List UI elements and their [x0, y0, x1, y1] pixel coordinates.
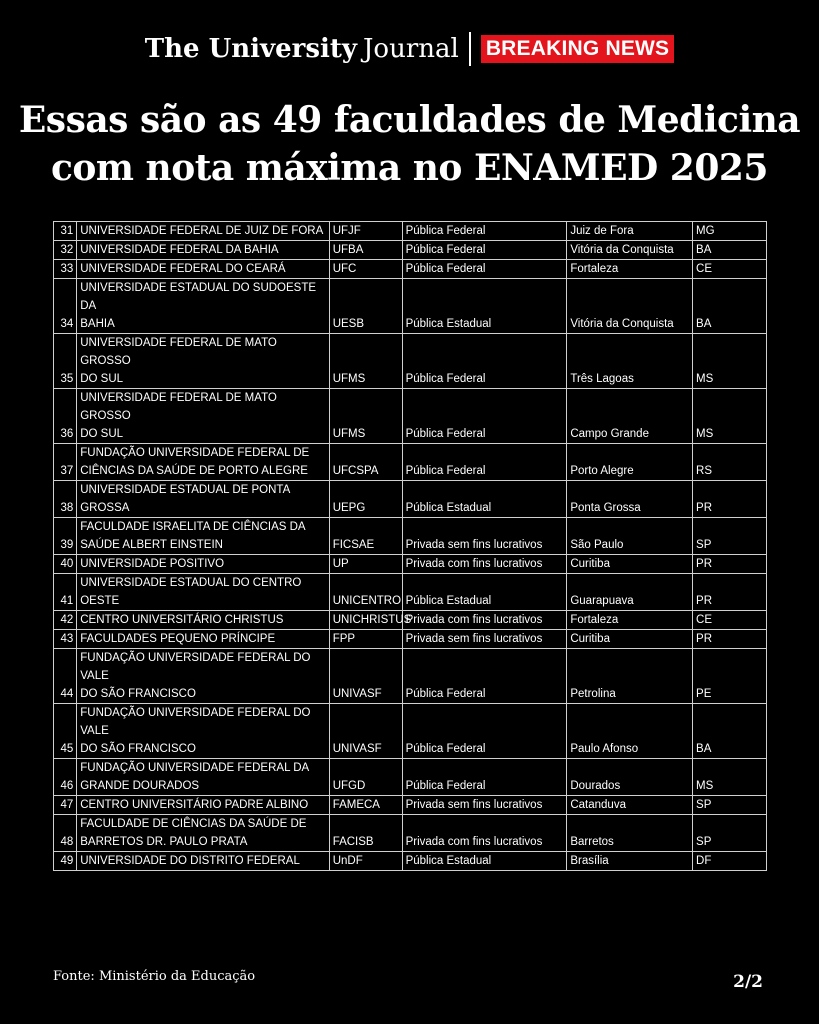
row-number: 42 — [54, 611, 77, 630]
table-row — [54, 334, 767, 389]
table-row — [54, 630, 767, 649]
source-note: Fonte: Ministério da Educação — [53, 969, 256, 984]
row-number: 32 — [54, 241, 77, 260]
institution-name: FUNDAÇÃO UNIVERSIDADE FEDERAL DO VALE DO SÃO FRANCISCO — [77, 704, 329, 759]
state: MS — [693, 334, 767, 389]
city: Petrolina — [567, 649, 693, 704]
table-row — [54, 555, 767, 574]
headline — [0, 96, 819, 192]
state: MG — [693, 222, 767, 241]
institution-category: Privada sem fins lucrativos — [402, 630, 567, 649]
institution-name: UNIVERSIDADE FEDERAL DA BAHIA — [77, 241, 329, 260]
city: Campo Grande — [567, 389, 693, 444]
institution-category: Pública Estadual — [402, 279, 567, 334]
institution-category: Privada com fins lucrativos — [402, 815, 567, 852]
row-number: 40 — [54, 555, 77, 574]
row-number: 48 — [54, 815, 77, 852]
page-indicator: 2/2 — [733, 972, 763, 992]
institution-name: FACULDADE DE CIÊNCIAS DA SAÚDE DE BARRETOS DR. PAULO PRATA — [77, 815, 329, 852]
table-row — [54, 260, 767, 279]
institution-category: Pública Estadual — [402, 481, 567, 518]
brand-name: The University — [144, 34, 357, 64]
masthead — [0, 32, 819, 66]
row-number: 33 — [54, 260, 77, 279]
row-number: 31 — [54, 222, 77, 241]
institution-category: Pública Estadual — [402, 574, 567, 611]
state: SP — [693, 815, 767, 852]
table-row — [54, 852, 767, 871]
institution-category: Privada sem fins lucrativos — [402, 518, 567, 555]
city: Dourados — [567, 759, 693, 796]
table-row — [54, 222, 767, 241]
state: MS — [693, 759, 767, 796]
state: DF — [693, 852, 767, 871]
institution-name: UNIVERSIDADE DO DISTRITO FEDERAL — [77, 852, 329, 871]
row-number: 44 — [54, 649, 77, 704]
city: Vitória da Conquista — [567, 279, 693, 334]
row-number: 43 — [54, 630, 77, 649]
institution-acronym: FICSAE — [329, 518, 402, 555]
row-number: 49 — [54, 852, 77, 871]
row-number: 47 — [54, 796, 77, 815]
state: CE — [693, 260, 767, 279]
state: PR — [693, 574, 767, 611]
city: Curitiba — [567, 555, 693, 574]
city: São Paulo — [567, 518, 693, 555]
table-body — [54, 222, 767, 871]
state: BA — [693, 279, 767, 334]
state: CE — [693, 611, 767, 630]
institution-category: Pública Federal — [402, 444, 567, 481]
city: Paulo Afonso — [567, 704, 693, 759]
city: Três Lagoas — [567, 334, 693, 389]
institution-name: UNIVERSIDADE POSITIVO — [77, 555, 329, 574]
institution-name: FACULDADE ISRAELITA DE CIÊNCIAS DA SAÚDE ALBERT EINSTEIN — [77, 518, 329, 555]
institution-category: Pública Federal — [402, 334, 567, 389]
institution-acronym: FAMECA — [329, 796, 402, 815]
institution-category: Pública Federal — [402, 389, 567, 444]
institution-acronym: UFMS — [329, 334, 402, 389]
row-number: 38 — [54, 481, 77, 518]
institution-name: UNIVERSIDADE ESTADUAL DO CENTRO OESTE — [77, 574, 329, 611]
state: PR — [693, 481, 767, 518]
table-row — [54, 389, 767, 444]
row-number: 46 — [54, 759, 77, 796]
row-number: 36 — [54, 389, 77, 444]
institution-name: UNIVERSIDADE FEDERAL DE MATO GROSSO DO SUL — [77, 389, 329, 444]
institution-category: Privada com fins lucrativos — [402, 611, 567, 630]
table-row — [54, 796, 767, 815]
city: Catanduva — [567, 796, 693, 815]
institution-acronym: UNIVASF — [329, 704, 402, 759]
institution-category: Pública Federal — [402, 222, 567, 241]
city: Barretos — [567, 815, 693, 852]
institution-name: CENTRO UNIVERSITÁRIO PADRE ALBINO — [77, 796, 329, 815]
headline-line: Essas são as 49 faculdades de Medicina — [18, 99, 801, 141]
institution-category: Privada sem fins lucrativos — [402, 796, 567, 815]
institution-category: Pública Federal — [402, 260, 567, 279]
institution-name: UNIVERSIDADE FEDERAL DE JUIZ DE FORA — [77, 222, 329, 241]
state: PE — [693, 649, 767, 704]
medical-schools-table — [53, 221, 767, 871]
city: Vitória da Conquista — [567, 241, 693, 260]
institution-name: FUNDAÇÃO UNIVERSIDADE FEDERAL DA GRANDE DOURADOS — [77, 759, 329, 796]
institution-name: FUNDAÇÃO UNIVERSIDADE FEDERAL DO VALE DO SÃO FRANCISCO — [77, 649, 329, 704]
masthead-divider — [469, 32, 471, 66]
city: Curitiba — [567, 630, 693, 649]
institution-name: UNIVERSIDADE FEDERAL DE MATO GROSSO DO SUL — [77, 334, 329, 389]
headline-line: com nota máxima no ENAMED 2025 — [51, 147, 768, 189]
institution-category: Pública Federal — [402, 704, 567, 759]
institution-acronym: UNICENTRO — [329, 574, 402, 611]
table-row — [54, 704, 767, 759]
institution-acronym: UNIVASF — [329, 649, 402, 704]
table-row — [54, 574, 767, 611]
row-number: 37 — [54, 444, 77, 481]
state: MS — [693, 389, 767, 444]
city: Brasília — [567, 852, 693, 871]
state: BA — [693, 704, 767, 759]
institution-acronym: UnDF — [329, 852, 402, 871]
brand-suffix: Journal — [363, 34, 459, 64]
table-row — [54, 241, 767, 260]
state: SP — [693, 796, 767, 815]
institution-name: UNIVERSIDADE ESTADUAL DO SUDOESTE DA BAHIA — [77, 279, 329, 334]
institution-acronym: FACISB — [329, 815, 402, 852]
state: BA — [693, 241, 767, 260]
table-row — [54, 611, 767, 630]
city: Fortaleza — [567, 611, 693, 630]
city: Porto Alegre — [567, 444, 693, 481]
table-row — [54, 444, 767, 481]
table-row — [54, 815, 767, 852]
institution-acronym: UFGD — [329, 759, 402, 796]
institution-acronym: UFJF — [329, 222, 402, 241]
row-number: 41 — [54, 574, 77, 611]
city: Fortaleza — [567, 260, 693, 279]
row-number: 35 — [54, 334, 77, 389]
state: RS — [693, 444, 767, 481]
institution-acronym: UNICHRISTUS — [329, 611, 402, 630]
table-row — [54, 759, 767, 796]
table-row — [54, 481, 767, 518]
institution-acronym: UFC — [329, 260, 402, 279]
table-row — [54, 649, 767, 704]
institution-acronym: UFCSPA — [329, 444, 402, 481]
breaking-news-badge: BREAKING NEWS — [481, 35, 674, 63]
institution-name: FACULDADES PEQUENO PRÍNCIPE — [77, 630, 329, 649]
institution-name: UNIVERSIDADE ESTADUAL DE PONTA GROSSA — [77, 481, 329, 518]
institution-acronym: UFMS — [329, 389, 402, 444]
table-row — [54, 518, 767, 555]
state: PR — [693, 555, 767, 574]
institution-category: Pública Estadual — [402, 852, 567, 871]
row-number: 45 — [54, 704, 77, 759]
row-number: 34 — [54, 279, 77, 334]
row-number: 39 — [54, 518, 77, 555]
institution-category: Pública Federal — [402, 649, 567, 704]
institution-acronym: UESB — [329, 279, 402, 334]
institution-name: FUNDAÇÃO UNIVERSIDADE FEDERAL DE CIÊNCIAS DA SAÚDE DE PORTO ALEGRE — [77, 444, 329, 481]
institution-category: Pública Federal — [402, 241, 567, 260]
institution-acronym: UFBA — [329, 241, 402, 260]
city: Guarapuava — [567, 574, 693, 611]
institution-name: CENTRO UNIVERSITÁRIO CHRISTUS — [77, 611, 329, 630]
city: Ponta Grossa — [567, 481, 693, 518]
state: PR — [693, 630, 767, 649]
city: Juiz de Fora — [567, 222, 693, 241]
institution-category: Pública Federal — [402, 759, 567, 796]
institution-acronym: UP — [329, 555, 402, 574]
institution-name: UNIVERSIDADE FEDERAL DO CEARÁ — [77, 260, 329, 279]
state: SP — [693, 518, 767, 555]
institution-acronym: UEPG — [329, 481, 402, 518]
institution-acronym: FPP — [329, 630, 402, 649]
institution-category: Privada com fins lucrativos — [402, 555, 567, 574]
table-row — [54, 279, 767, 334]
